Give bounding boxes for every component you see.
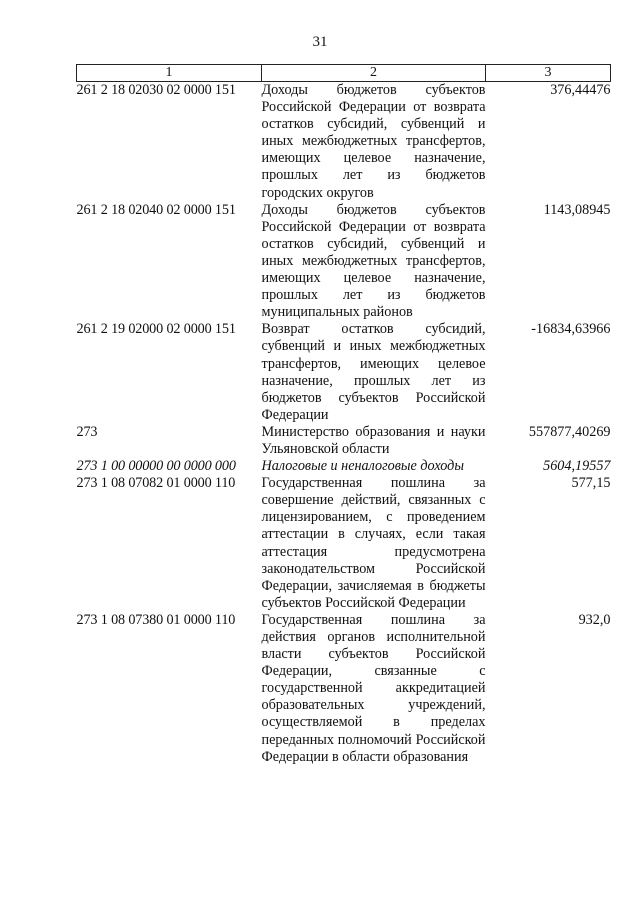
amount-cell: 577,15 xyxy=(571,475,611,492)
table-row xyxy=(77,475,611,612)
column-header-name: 2 xyxy=(262,65,486,82)
amount-cell: 1143,08945 xyxy=(543,201,611,218)
amount-cell: 932,0 xyxy=(578,611,611,628)
code-cell: 261 2 18 02030 02 0000 151 xyxy=(76,82,236,98)
table-row xyxy=(77,458,611,475)
name-cell: Налоговые и неналоговые доходы xyxy=(261,458,464,475)
table-row xyxy=(77,612,611,766)
table-row xyxy=(77,424,611,458)
name-cell: Государственная пошлина за действия органов исполнительной власти субъектов Российской Федерации, связанные с государственной аккредитацией образовательных учреждений, осуществляемой в пределах переданных полномочий Российской Федерации в области образования xyxy=(261,611,486,765)
code-cell: 273 1 00 00000 00 0000 000 xyxy=(76,458,236,475)
amount-cell: 557877,40269 xyxy=(528,423,611,440)
amount-cell: 5604,19557 xyxy=(543,458,611,475)
page-number: 31 xyxy=(312,34,328,50)
code-cell: 273 1 08 07082 01 0000 110 xyxy=(76,475,236,492)
amount-cell: -16834,63966 xyxy=(531,321,611,338)
column-header-amount: 3 xyxy=(486,65,611,82)
budget-revenue-table xyxy=(76,64,611,766)
code-cell: 261 2 19 02000 02 0000 151 xyxy=(76,321,236,338)
code-cell: 273 xyxy=(76,423,98,440)
amount-cell: 376,44476 xyxy=(550,82,611,98)
code-cell: 261 2 18 02040 02 0000 151 xyxy=(76,201,236,218)
table-header-row xyxy=(77,65,611,82)
name-cell: Возврат остатков субсидий, субвенций и иных межбюджетных трансфертов, имеющих целевое назначение, прошлых лет из бюджетов субъектов Российской Федерации xyxy=(261,321,486,423)
code-cell: 273 1 08 07380 01 0000 110 xyxy=(76,611,236,628)
column-header-code: 1 xyxy=(77,65,262,82)
name-cell: Министерство образования и науки Ульяновской области xyxy=(261,423,486,457)
name-cell: Государственная пошлина за совершение действий, связанных с лицензированием, с проведением аттестации в случаях, если такая аттестация предусмотрена законодательством Российской Федерации, зачисляемая в бюджеты субъектов Российской Федерации xyxy=(261,475,486,611)
name-cell: Доходы бюджетов субъектов Российской Федерации от возврата остатков субсидий, субвенций и иных межбюджетных трансфертов, имеющих целевое назначение, прошлых лет из бюджетов муниципальных районов xyxy=(261,201,486,321)
table-row xyxy=(77,321,611,424)
table-row xyxy=(77,202,611,322)
name-cell: Доходы бюджетов субъектов Российской Федерации от возврата остатков субсидий, субвенций и иных межбюджетных трансфертов, имеющих целевое назначение, прошлых лет из бюджетов городских округов xyxy=(261,82,486,201)
table-row xyxy=(77,82,611,202)
